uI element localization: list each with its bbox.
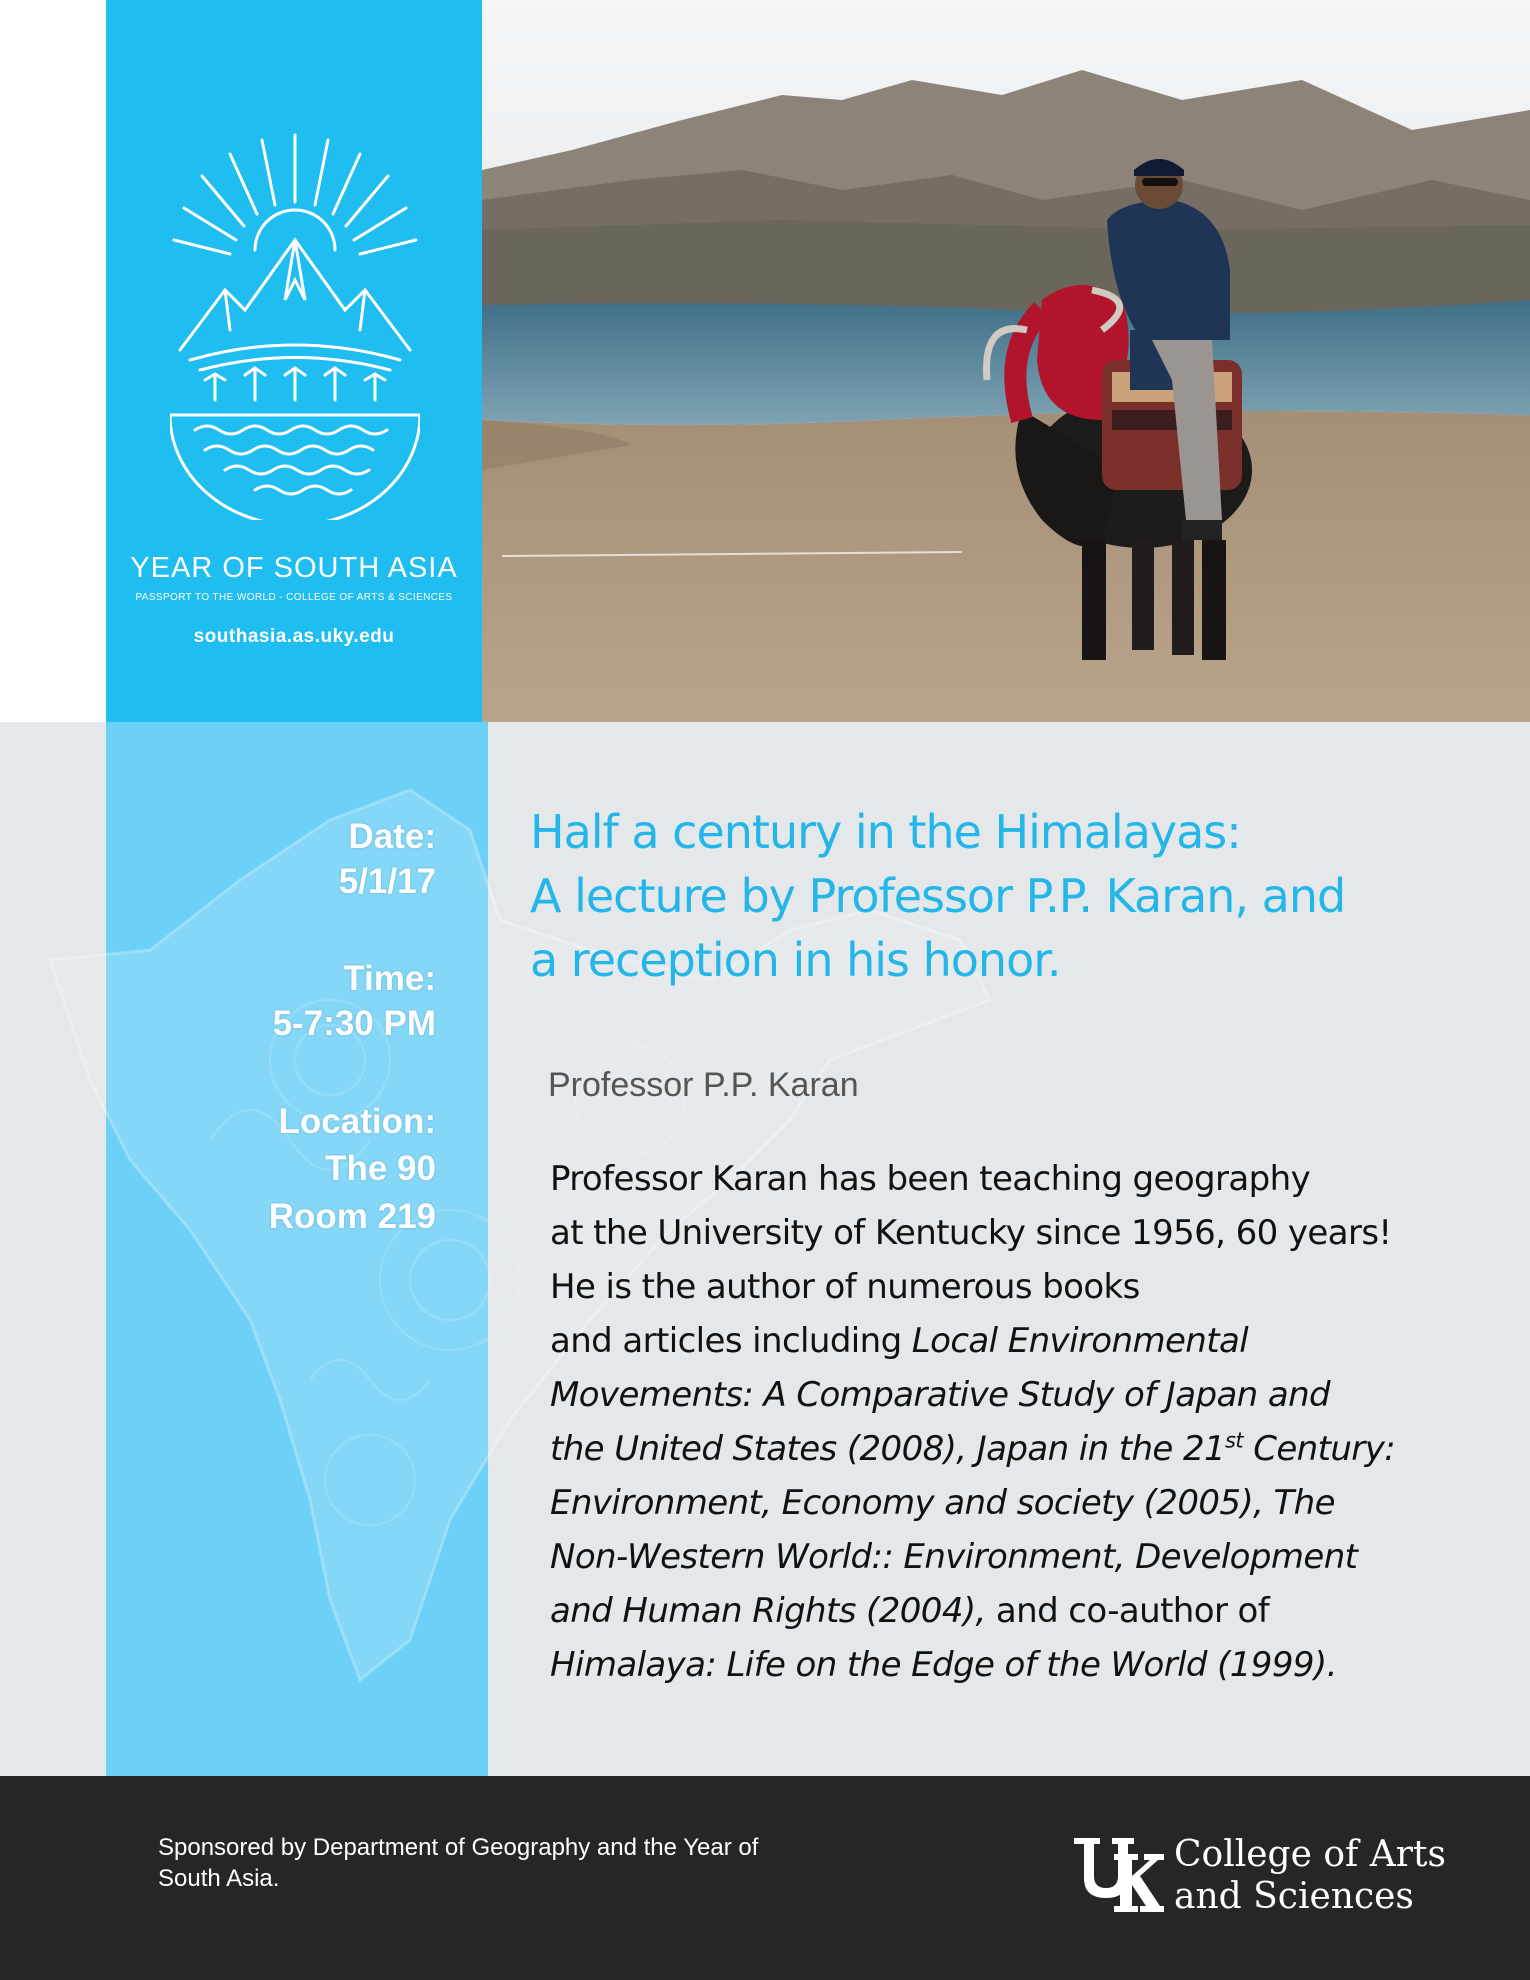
event-title: [530, 800, 1470, 992]
brand-title: YEAR OF SOUTH ASIA: [130, 552, 458, 584]
sponsor-line: Sponsored by Department of Geography and the Year of: [158, 1834, 759, 1861]
bio-line: [550, 1476, 1510, 1530]
sponsor-line: South Asia.: [158, 1865, 280, 1892]
speaker-bio: [550, 1152, 1510, 1692]
uk-logo-icon: [1074, 1838, 1164, 1912]
bio-line: [550, 1368, 1510, 1422]
bio-text: the United States (2008), Japan in the 21: [550, 1429, 1226, 1469]
bio-line: [550, 1422, 1510, 1476]
bio-line: [550, 1584, 1510, 1638]
bio-text: and co-author of: [985, 1591, 1270, 1631]
superscript: st: [1225, 1428, 1244, 1453]
bio-line: at the University of Kentucky since 1956, 60 years!: [550, 1213, 1392, 1253]
location-building: The 90: [325, 1149, 436, 1188]
book-title: Environment, Economy and society (2005), The: [550, 1483, 1335, 1523]
speaker-name: Professor P.P. Karan: [548, 1066, 859, 1104]
event-title-line: Half a century in the Himalayas:: [530, 805, 1241, 859]
sun-mountain-ocean-emblem-icon: [170, 130, 420, 520]
bio-text: and articles including: [550, 1321, 912, 1361]
bio-line: Professor Karan has been teaching geography: [550, 1159, 1311, 1199]
book-title: Local Environmental: [911, 1321, 1249, 1361]
top-left-margin: [0, 0, 106, 722]
bio-line: [550, 1530, 1510, 1584]
location-label: Location:: [278, 1102, 436, 1141]
brand-url: southasia.as.uky.edu: [193, 626, 395, 647]
bio-text: Century:: [1243, 1429, 1396, 1469]
book-title: and Human Rights (2004),: [550, 1591, 986, 1631]
book-title: [550, 1429, 1395, 1469]
time-value: 5-7:30 PM: [272, 1004, 436, 1043]
time-label: Time:: [343, 959, 436, 998]
sponsor-text: [158, 1832, 878, 1894]
man-riding-yak-photo: [482, 0, 1530, 727]
date-value: 5/1/17: [338, 862, 436, 901]
event-title-line: A lecture by Professor P.P. Karan, and: [530, 869, 1346, 923]
book-title: Non-Western World:: Environment, Development: [550, 1537, 1358, 1577]
brand-subtitle: PASSPORT TO THE WORLD - COLLEGE OF ARTS & SCIENCES: [135, 592, 453, 603]
bio-line: He is the author of numerous books: [550, 1267, 1140, 1307]
college-name: [1174, 1834, 1446, 1918]
date-label: Date:: [348, 817, 436, 856]
college-name-line: and Sciences: [1174, 1876, 1414, 1917]
book-title: Movements: A Comparative Study of Japan and: [550, 1375, 1331, 1415]
event-title-line: a reception in his honor.: [530, 933, 1061, 987]
bio-line: [550, 1314, 1510, 1368]
college-name-line: College of Arts: [1174, 1834, 1446, 1875]
book-title: Himalaya: Life on the Edge of the World (1999).: [550, 1645, 1337, 1685]
location-room: Room 219: [268, 1197, 436, 1236]
bio-line: [550, 1638, 1510, 1692]
